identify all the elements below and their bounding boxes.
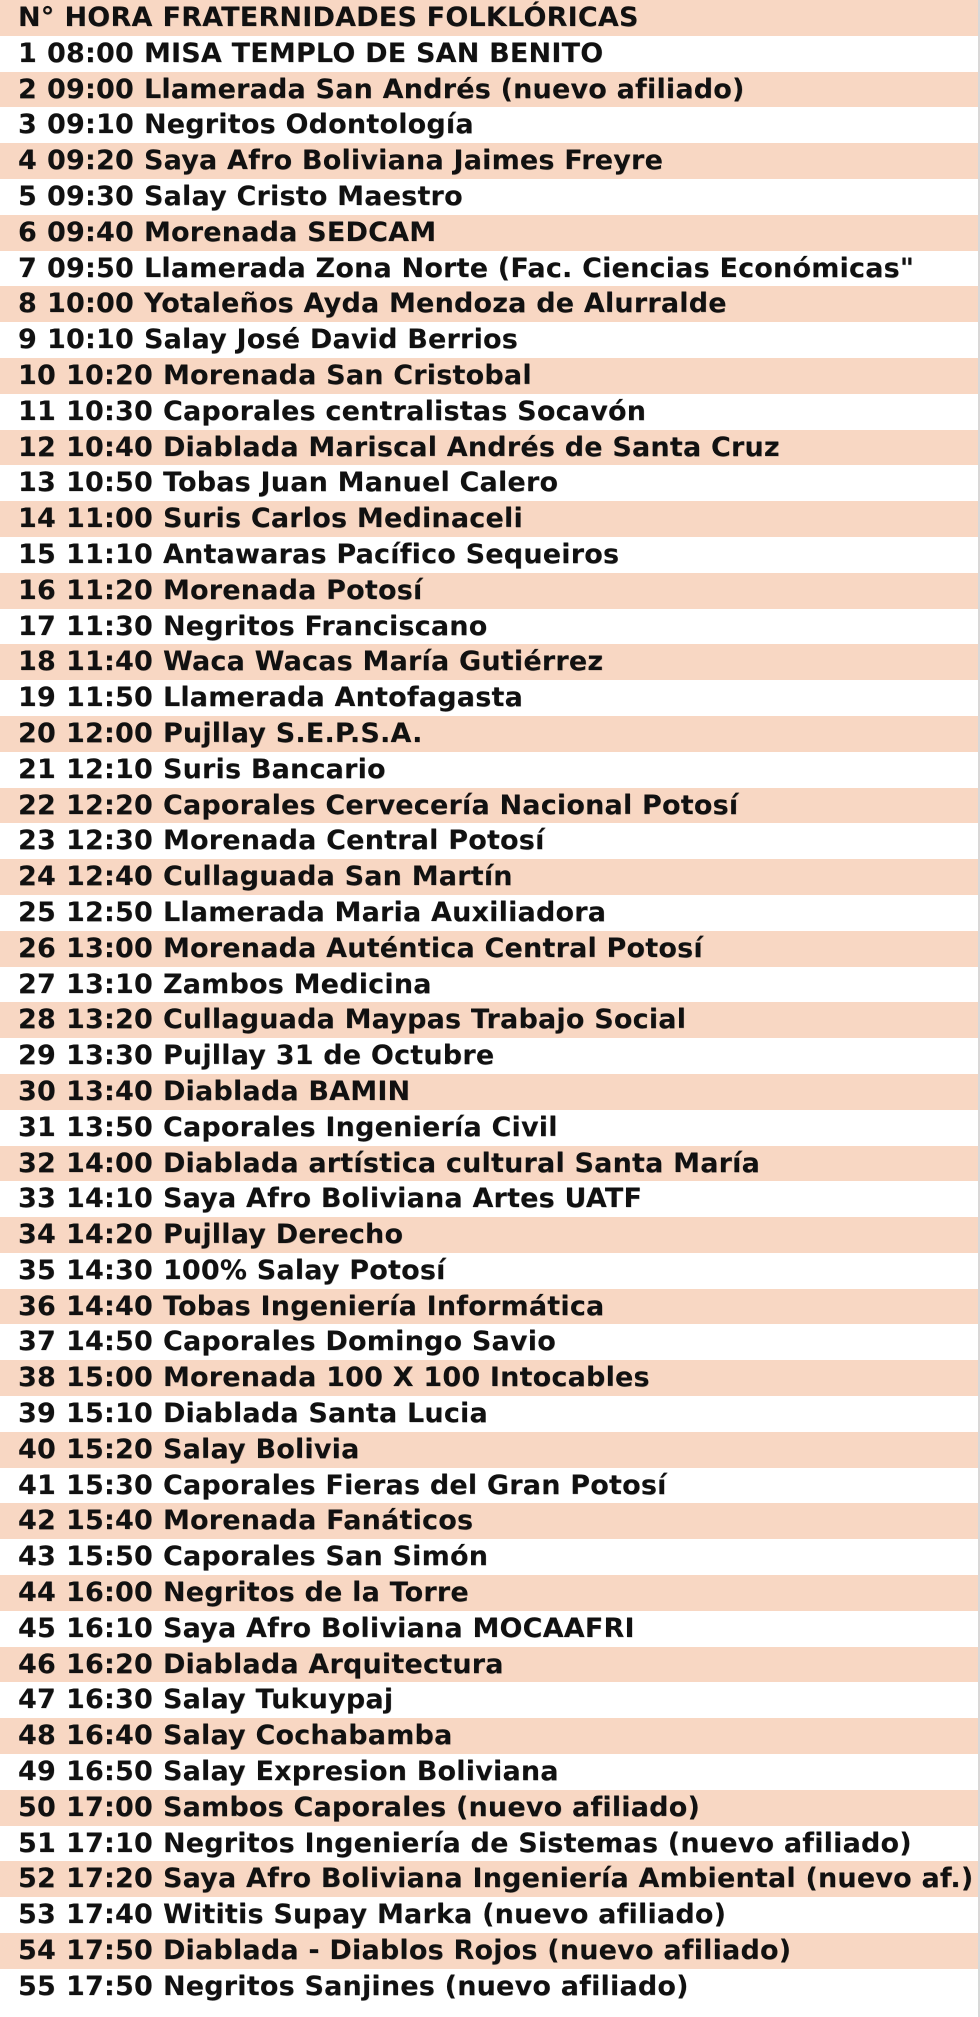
row-fraternity-name: Caporales Domingo Savio [162, 1326, 556, 1358]
table-row [0, 573, 978, 609]
row-number: 42 [18, 1505, 56, 1537]
table-row [0, 1754, 978, 1790]
row-fraternity-name: Salay José David Berrios [143, 324, 519, 356]
row-time: 11:00 [65, 503, 153, 535]
row-number: 46 [18, 1648, 56, 1680]
table-row [0, 716, 978, 752]
row-fraternity-name: Saya Afro Boliviana Ingeniería Ambiental (nuevo af.) [162, 1863, 974, 1895]
row-time: 12:00 [65, 717, 153, 749]
row-number: 12 [18, 431, 56, 463]
row-time: 16:10 [65, 1612, 153, 1644]
row-fraternity-name: Sambos Caporales (nuevo afiliado) [162, 1791, 700, 1823]
table-row [0, 1360, 978, 1396]
row-number: 43 [18, 1541, 56, 1573]
row-number: 51 [18, 1827, 56, 1859]
row-time: 11:20 [65, 574, 153, 606]
row-number: 39 [18, 1398, 56, 1430]
row-fraternity-name: Negritos Sanjines (nuevo afiliado) [162, 1970, 689, 2002]
row-number: 13 [18, 467, 56, 499]
row-time: 09:40 [47, 216, 134, 248]
row-time: 17:40 [65, 1899, 153, 1931]
row-time: 09:10 [47, 109, 134, 141]
row-time: 16:40 [65, 1720, 153, 1752]
row-number: 22 [18, 789, 56, 821]
row-time: 11:30 [65, 610, 153, 642]
row-number: 18 [18, 646, 56, 678]
row-number: 6 [18, 216, 37, 248]
row-fraternity-name: Salay Cochabamba [162, 1720, 453, 1752]
table-row [0, 609, 978, 645]
row-fraternity-name: Cullaguada San Martín [162, 861, 513, 893]
row-number: 36 [18, 1290, 56, 1322]
row-time: 13:40 [65, 1075, 153, 1107]
row-fraternity-name: Salay Cristo Maestro [143, 180, 463, 212]
row-time: 13:50 [65, 1111, 153, 1143]
row-number: 17 [18, 610, 56, 642]
row-time: 12:30 [65, 825, 153, 857]
row-fraternity-name: Negritos de la Torre [162, 1577, 469, 1609]
table-row [0, 251, 978, 287]
row-number: 5 [18, 180, 37, 212]
row-time: 15:00 [65, 1362, 153, 1394]
row-time: 11:40 [65, 646, 153, 678]
table-row [0, 1682, 978, 1718]
table-row [0, 1074, 978, 1110]
row-time: 13:20 [65, 1004, 153, 1036]
row-time: 15:50 [65, 1541, 153, 1573]
row-time: 15:40 [65, 1505, 153, 1537]
row-fraternity-name: Salay Tukuypaj [162, 1684, 394, 1716]
row-time: 09:50 [47, 252, 134, 284]
row-fraternity-name: Caporales centralistas Socavón [162, 395, 647, 427]
row-time: 15:10 [65, 1398, 153, 1430]
row-number: 48 [18, 1720, 56, 1752]
table-row [0, 1253, 978, 1289]
row-fraternity-name: Morenada San Cristobal [162, 359, 532, 391]
row-time: 14:00 [65, 1147, 153, 1179]
row-number: 47 [18, 1684, 56, 1716]
row-number: 26 [18, 932, 56, 964]
table-row [0, 143, 978, 179]
row-number: 54 [18, 1935, 56, 1967]
row-fraternity-name: Morenada SEDCAM [143, 216, 437, 248]
row-fraternity-name: Saya Afro Boliviana MOCAAFRI [162, 1612, 635, 1644]
row-fraternity-name: Llamerada Zona Norte (Fac. Ciencias Económicas" [143, 252, 915, 284]
row-number: 53 [18, 1899, 56, 1931]
row-fraternity-name: 100% Salay Potosí [162, 1254, 446, 1286]
row-time: 16:50 [65, 1756, 153, 1788]
row-time: 17:00 [65, 1791, 153, 1823]
row-number: 24 [18, 861, 56, 893]
row-number: 31 [18, 1111, 56, 1143]
schedule-rows [0, 36, 978, 2005]
row-number: 45 [18, 1612, 56, 1644]
table-row [0, 1826, 978, 1862]
table-row [0, 1038, 978, 1074]
table-row [0, 823, 978, 859]
row-time: 17:20 [65, 1863, 153, 1895]
table-row [0, 1575, 978, 1611]
table-row [0, 788, 978, 824]
row-time: 12:50 [65, 896, 153, 928]
row-time: 12:20 [65, 789, 153, 821]
table-row [0, 680, 978, 716]
row-time: 14:40 [65, 1290, 153, 1322]
table-row [0, 322, 978, 358]
table-row [0, 1146, 978, 1182]
row-fraternity-name: Caporales Fieras del Gran Potosí [162, 1469, 667, 1501]
table-row [0, 1432, 978, 1468]
row-fraternity-name: Pujllay 31 de Octubre [162, 1040, 495, 1072]
row-number: 3 [18, 109, 37, 141]
row-number: 55 [18, 1970, 56, 2002]
row-number: 30 [18, 1075, 56, 1107]
row-fraternity-name: Diablada Arquitectura [162, 1648, 504, 1680]
row-time: 17:50 [65, 1935, 153, 1967]
row-fraternity-name: Tobas Juan Manuel Calero [162, 467, 559, 499]
row-number: 14 [18, 503, 56, 535]
row-number: 23 [18, 825, 56, 857]
row-number: 7 [18, 252, 37, 284]
row-number: 10 [18, 359, 56, 391]
table-row [0, 1969, 978, 2005]
table-row [0, 967, 978, 1003]
row-time: 10:40 [65, 431, 153, 463]
row-fraternity-name: MISA TEMPLO DE SAN BENITO [143, 37, 604, 69]
table-row [0, 1324, 978, 1360]
row-fraternity-name: Pujllay S.E.P.S.A. [162, 717, 423, 749]
table-row [0, 179, 978, 215]
row-time: 09:00 [47, 73, 134, 105]
table-row [0, 1181, 978, 1217]
row-number: 27 [18, 968, 56, 1000]
row-fraternity-name: Diablada Mariscal Andrés de Santa Cruz [162, 431, 780, 463]
row-fraternity-name: Wititis Supay Marka (nuevo afiliado) [162, 1899, 727, 1931]
row-number: 32 [18, 1147, 56, 1179]
row-fraternity-name: Waca Wacas María Gutiérrez [162, 646, 604, 678]
row-number: 11 [18, 395, 56, 427]
row-fraternity-name: Morenada 100 X 100 Intocables [162, 1362, 650, 1394]
row-number: 34 [18, 1219, 56, 1251]
row-time: 12:10 [65, 753, 153, 785]
table-row [0, 1217, 978, 1253]
row-time: 13:30 [65, 1040, 153, 1072]
row-fraternity-name: Negritos Ingeniería de Sistemas (nuevo afiliado) [162, 1827, 912, 1859]
row-time: 08:00 [47, 37, 134, 69]
row-time: 10:00 [47, 288, 134, 320]
row-time: 17:10 [65, 1827, 153, 1859]
row-number: 21 [18, 753, 56, 785]
row-fraternity-name: Morenada Central Potosí [162, 825, 545, 857]
row-fraternity-name: Llamerada San Andrés (nuevo afiliado) [143, 73, 745, 105]
row-fraternity-name: Antawaras Pacífico Sequeiros [162, 538, 620, 570]
row-fraternity-name: Salay Expresion Boliviana [162, 1756, 559, 1788]
table-row [0, 465, 978, 501]
table-row [0, 752, 978, 788]
row-fraternity-name: Caporales San Simón [162, 1541, 489, 1573]
row-number: 29 [18, 1040, 56, 1072]
row-fraternity-name: Morenada Potosí [162, 574, 423, 606]
table-row [0, 859, 978, 895]
row-number: 50 [18, 1791, 56, 1823]
row-fraternity-name: Negritos Odontología [143, 109, 474, 141]
header-time: HORA [64, 2, 153, 33]
table-row [0, 644, 978, 680]
row-fraternity-name: Tobas Ingeniería Informática [162, 1290, 605, 1322]
row-fraternity-name: Salay Bolivia [162, 1433, 360, 1465]
row-time: 15:30 [65, 1469, 153, 1501]
table-row [0, 394, 978, 430]
row-time: 11:10 [65, 538, 153, 570]
row-time: 10:20 [65, 359, 153, 391]
row-fraternity-name: Caporales Ingeniería Civil [162, 1111, 558, 1143]
row-fraternity-name: Diablada artística cultural Santa María [162, 1147, 761, 1179]
table-row [0, 1503, 978, 1539]
table-row [0, 1396, 978, 1432]
table-row [0, 1718, 978, 1754]
row-time: 16:20 [65, 1648, 153, 1680]
header-num: N° [18, 2, 55, 33]
row-time: 17:50 [65, 1970, 153, 2002]
table-row [0, 501, 978, 537]
row-time: 14:30 [65, 1254, 153, 1286]
row-number: 41 [18, 1469, 56, 1501]
row-fraternity-name: Suris Bancario [162, 753, 386, 785]
row-fraternity-name: Diablada - Diablos Rojos (nuevo afiliado) [162, 1935, 792, 1967]
table-row [0, 1897, 978, 1933]
row-time: 15:20 [65, 1433, 153, 1465]
row-number: 20 [18, 717, 56, 749]
table-row [0, 895, 978, 931]
row-number: 2 [18, 73, 37, 105]
row-number: 1 [18, 37, 37, 69]
header-name: FRATERNIDADES FOLKLÓRICAS [162, 2, 639, 33]
row-fraternity-name: Suris Carlos Medinaceli [162, 503, 523, 535]
row-number: 8 [18, 288, 37, 320]
row-number: 19 [18, 682, 56, 714]
table-row [0, 1861, 978, 1897]
table-row [0, 1790, 978, 1826]
table-row [0, 1110, 978, 1146]
table-row [0, 1289, 978, 1325]
row-number: 35 [18, 1254, 56, 1286]
table-row [0, 36, 978, 72]
row-number: 25 [18, 896, 56, 928]
row-number: 33 [18, 1183, 56, 1215]
row-time: 10:50 [65, 467, 153, 499]
row-time: 10:30 [65, 395, 153, 427]
row-fraternity-name: Negritos Franciscano [162, 610, 488, 642]
row-fraternity-name: Diablada BAMIN [162, 1075, 411, 1107]
row-time: 09:20 [47, 145, 134, 177]
row-time: 10:10 [47, 324, 134, 356]
table-row [0, 1933, 978, 1969]
table-row [0, 931, 978, 967]
row-number: 15 [18, 538, 56, 570]
table-row [0, 1647, 978, 1683]
table-row [0, 1468, 978, 1504]
row-number: 49 [18, 1756, 56, 1788]
table-row [0, 1539, 978, 1575]
row-fraternity-name: Cullaguada Maypas Trabajo Social [162, 1004, 687, 1036]
row-time: 12:40 [65, 861, 153, 893]
row-number: 16 [18, 574, 56, 606]
row-fraternity-name: Llamerada Antofagasta [162, 682, 524, 714]
row-time: 14:20 [65, 1219, 153, 1251]
row-time: 16:30 [65, 1684, 153, 1716]
row-fraternity-name: Morenada Auténtica Central Potosí [162, 932, 703, 964]
row-fraternity-name: Zambos Medicina [162, 968, 432, 1000]
row-time: 11:50 [65, 682, 153, 714]
table-row [0, 358, 978, 394]
table-row [0, 430, 978, 466]
row-fraternity-name: Yotaleños Ayda Mendoza de Alurralde [143, 288, 727, 320]
row-time: 13:00 [65, 932, 153, 964]
row-number: 52 [18, 1863, 56, 1895]
row-time: 14:50 [65, 1326, 153, 1358]
table-row [0, 1611, 978, 1647]
row-time: 16:00 [65, 1577, 153, 1609]
row-time: 09:30 [47, 180, 134, 212]
table-row [0, 215, 978, 251]
row-number: 4 [18, 145, 37, 177]
row-number: 37 [18, 1326, 56, 1358]
row-number: 38 [18, 1362, 56, 1394]
row-fraternity-name: Diablada Santa Lucia [162, 1398, 488, 1430]
table-row [0, 107, 978, 143]
row-fraternity-name: Morenada Fanáticos [162, 1505, 474, 1537]
row-time: 13:10 [65, 968, 153, 1000]
row-fraternity-name: Llamerada Maria Auxiliadora [162, 896, 607, 928]
table-row [0, 286, 978, 322]
table-row [0, 1002, 978, 1038]
row-fraternity-name: Saya Afro Boliviana Artes UATF [162, 1183, 643, 1215]
table-row [0, 537, 978, 573]
row-number: 9 [18, 324, 37, 356]
row-time: 14:10 [65, 1183, 153, 1215]
row-fraternity-name: Pujllay Derecho [162, 1219, 404, 1251]
row-fraternity-name: Saya Afro Boliviana Jaimes Freyre [143, 145, 664, 177]
header-row [0, 0, 978, 36]
table-row [0, 72, 978, 108]
row-number: 44 [18, 1577, 56, 1609]
row-fraternity-name: Caporales Cervecería Nacional Potosí [162, 789, 739, 821]
row-number: 40 [18, 1433, 56, 1465]
row-number: 28 [18, 1004, 56, 1036]
